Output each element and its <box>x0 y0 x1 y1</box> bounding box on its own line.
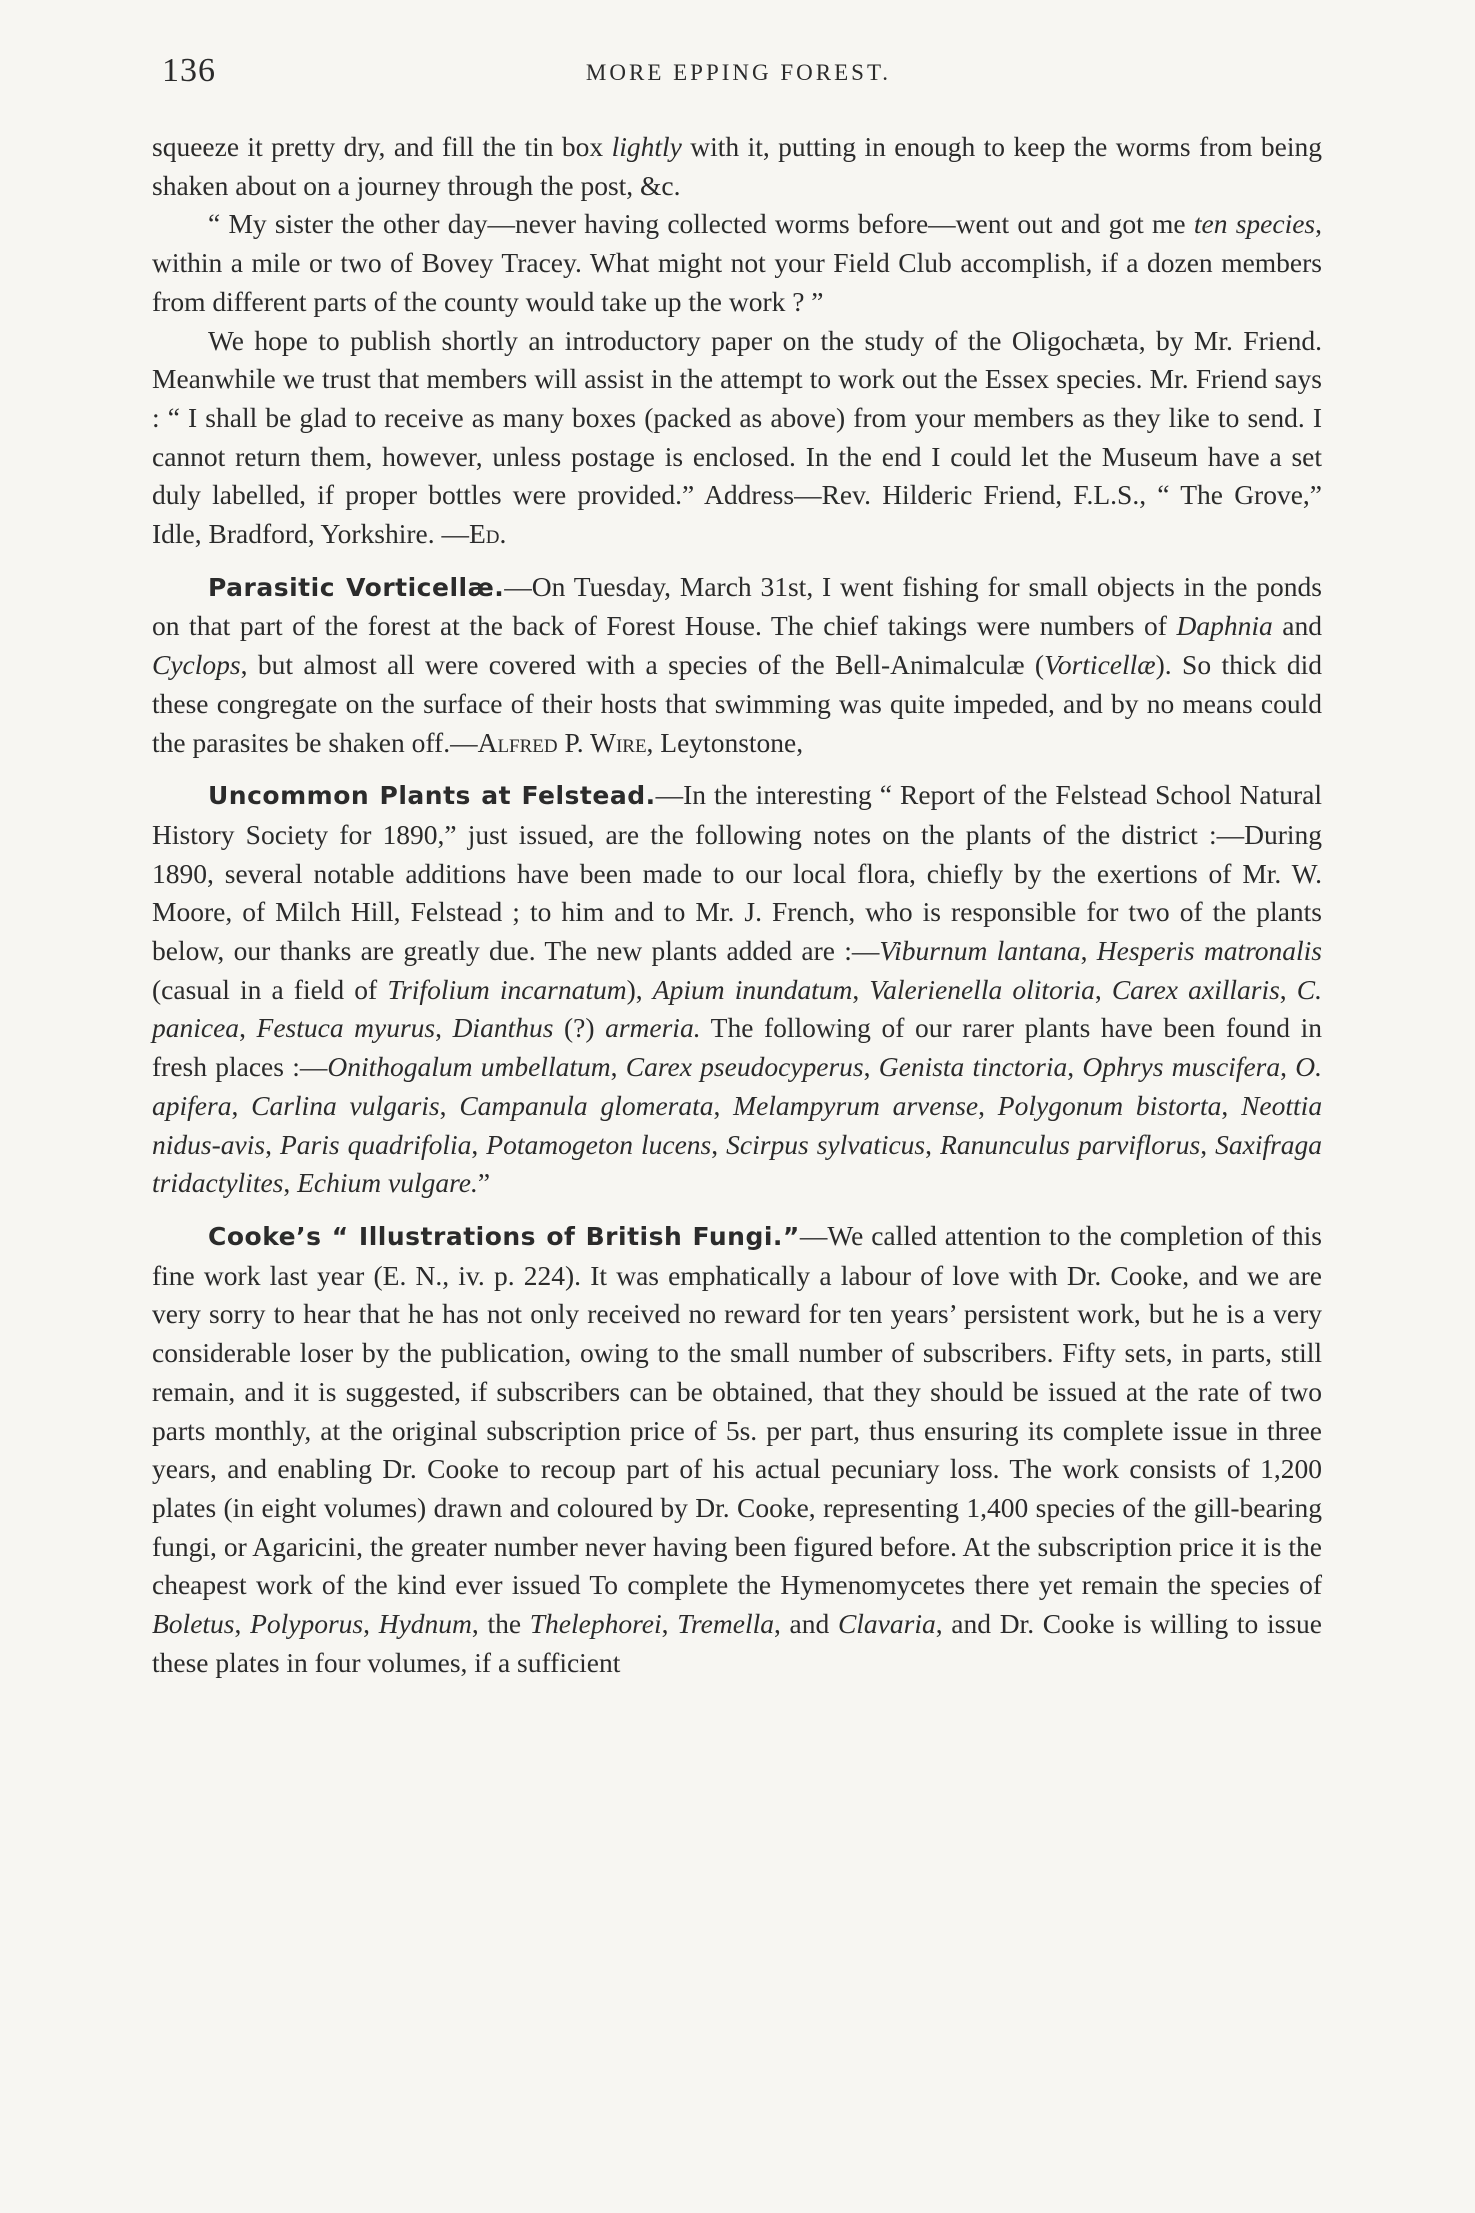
page-header <box>162 52 1315 96</box>
paragraph-editor-note: We hope to publish shortly an introductory paper on the study of the Oligochæta, by Mr. Friend. Meanwhile we trust that members will assist in the attempt to work out the Essex species. Mr. Friend says : “ I shall be glad to receive as many boxes (packed as above) from your members as they like to send. I cannot return them, however, unless postage is enclosed. In the end I could let the Museum have a set duly labelled, if proper bottles were provided.” Address—Rev. Hilderic Friend, F.L.S., “ The Grove,” Idle, Bradford, Yorkshire. —Ed. <box>152 324 1322 550</box>
section-heading: Cooke’s “ Illustrations of British Fungi.” <box>208 1221 800 1251</box>
section-uncommon-plants: Uncommon Plants at Felstead.—In the interesting “ Report of the Felstead School Natural History Society for 1890,” just issued, are the following notes on the plants of the district :—During 1890, several notable additions have been made to our local flora, chiefly by the exertions of Mr. W. Moore, of Milch Hill, Felstead ; to him and to Mr. J. French, who is responsible for two of the plants below, our thanks are greatly due. The new plants added are :—Viburnum lantana, Hesperis matronalis (casual in a field of Trifolium incarnatum), Apium inundatum, Valerienella olitoria, Carex axillaris, C. panicea, Festuca myurus, Dianthus (?) armeria. The following of our rarer plants have been found in fresh places :—Onithogalum umbellatum, Carex pseudocyperus, Genista tinctoria, Ophrys muscifera, O. apifera, Carlina vulgaris, Campanula glomerata, Melampyrum arvense, Polygonum bistorta, Neottia nidus-avis, Paris quadrifolia, Potamogeton lucens, Scirpus sylvaticus, Ranunculus parviflorus, Saxifraga tridactylites, Echium vulgare.” <box>152 779 1323 1199</box>
section-heading: Uncommon Plants at Felstead. <box>208 781 656 811</box>
author-name: Alfred P. Wire <box>477 726 647 758</box>
section-parasitic-vorticellae: Parasitic Vorticellæ.—On Tuesday, March 31st, I went fishing for small objects in the ponds on that part of the forest at the back of Forest House. The chief takings were numbers of Daphnia and Cyclops, but almost all were covered with a species of the Bell-Animalculæ (Vorticellæ). So thick did these congregate on the surface of their hosts that swimming was quite impeded, and by no means could the parasites be shaken off.—Alfred P. Wire, Leytonstone, <box>152 570 1322 758</box>
section-cooke-fungi: Cooke’s “ Illustrations of British Fungi.”—We called attention to the completion of this fine work last year (E. N., iv. p. 224). It was emphatically a labour of love with Dr. Cooke, and we are very sorry to hear that he has not only received no reward for ten years’ persistent work, but he is a very considerable loser by the publication, owing to the small number of subscribers. Fifty sets, in parts, still remain, and it is suggested, if subscribers can be obtained, that they should be issued at the rate of two parts monthly, at the original subscription price of 5s. per part, thus ensuring its complete issue in three years, and enabling Dr. Cooke to recoup part of his actual pecuniary loss. The work consists of 1,200 plates (in eight volumes) drawn and coloured by Dr. Cooke, representing 1,400 species of the gill-bearing fungi, or Agaricini, the greater number never having been figured before. At the subscription price it is the cheapest work of the kind ever issued To complete the Hymenomycetes there yet remain the species of Boletus, Polyporus, Hydnum, the Thelephorei, Tremella, and Clavaria, and Dr. Cooke is willing to issue these plates in four volumes, if a sufficient <box>152 1219 1322 1678</box>
body-text <box>152 128 1322 1682</box>
running-head: MORE EPPING FOREST. <box>585 60 892 85</box>
paragraph-sister-quote: “ My sister the other day—never having collected worms before—went out and got me ten species, within a mile or two of Bovey Tracey. What might not your Field Club accomplish, if a dozen members from different parts of the county would take up the work ? ” <box>152 208 1322 317</box>
section-heading: Parasitic Vorticellæ. <box>208 572 505 602</box>
paragraph-worm-box: squeeze it pretty dry, and fill the tin box lightly with it, putting in enough to keep the worms from being shaken about on a journey through the post, &c. <box>152 131 1323 201</box>
page-number: 136 <box>162 52 216 89</box>
